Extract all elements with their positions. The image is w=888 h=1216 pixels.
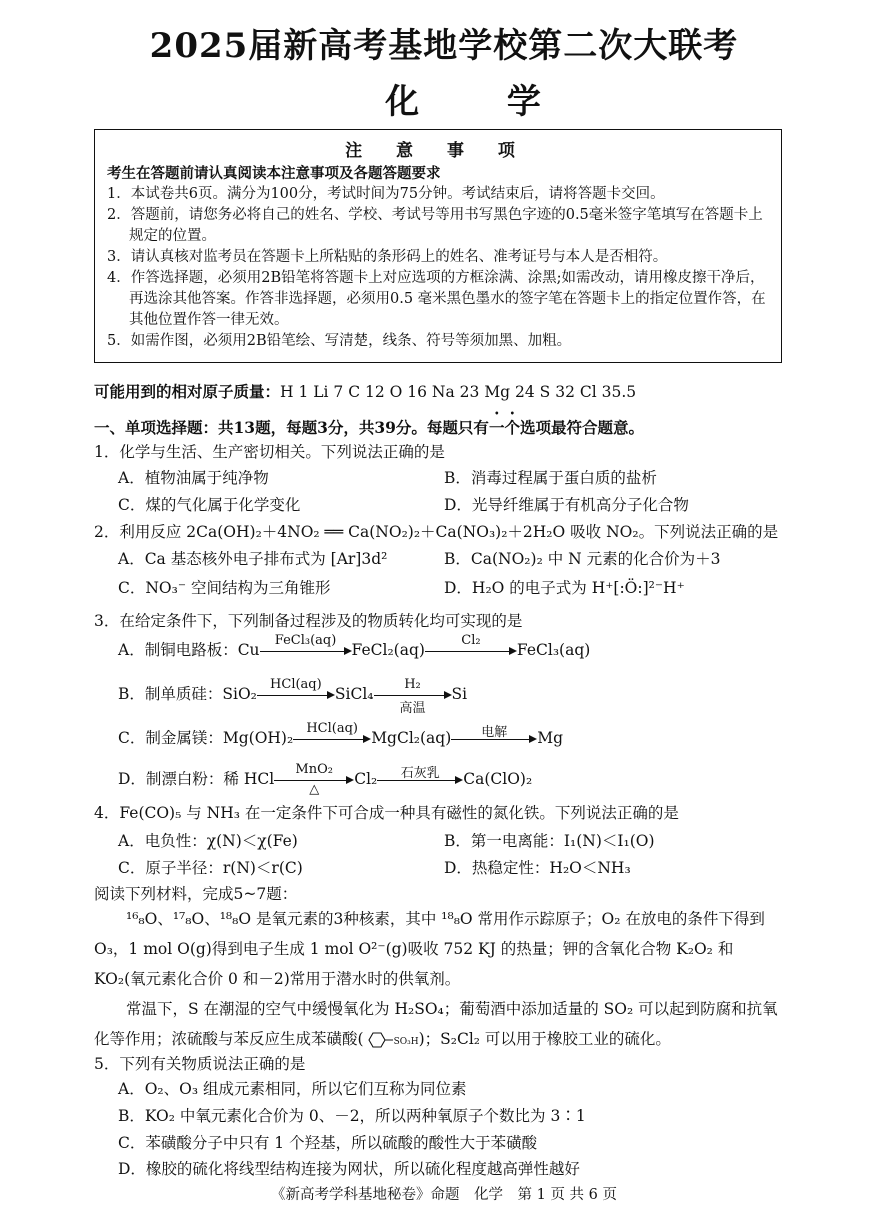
material-intro: 阅读下列材料，完成5~7题： [94,885,298,903]
material-paragraph-1: ¹⁶₈O、¹⁷₈O、¹⁸₈O 是氧元素的3种核素，其中 ¹⁸₈O 常用作示踪原子；O₂ 在放电的条件下得到 O₃，1 mol O(g)得到电子生成 1 mol O²⁻(g)吸收 752 KJ 的热量；钾的含氧化合物 K₂O₂ 和 KO₂(氧元素化合价 0 和－2)常用于潜水时的供氧剂。 [94,910,765,988]
q5-option-d: D．橡胶的硫化将线型结构连接为网状，所以硫化程度越高弹性越好 [118,1160,580,1178]
reaction-arrow: 电解 [451,727,537,751]
reaction-arrow: HCl(aq) [257,683,335,707]
q3-option-d: D．制漂白粉：稀 HCl MnO₂ △ Cl₂ 石灰乳 Ca(ClO)₂ [118,762,533,797]
q1-option-a: A．植物油属于纯净物 [118,469,269,487]
notice-item: 2．答题前，请您务必将自己的姓名、学校、考试号等用书写黑色字迹的0.5毫米签字笔填写在答题卡上规定的位置。 [107,207,763,244]
notice-item: 4．作答选择题，必须用2B铅笔将答题卡上对应选项的方框涂满、涂黑;如需改动，请用橡皮擦干净后，再选涂其他答案。作答非选择题，必须用0.5 毫米黑色墨水的签字笔在答题卡上的指定位置作答，在其他位置作答一律无效。 [107,270,766,328]
q3-stem: 3．在给定条件下，下列制备过程涉及的物质转化均可实现的是 [94,612,523,630]
material-paragraph-2: 常温下，S 在潮湿的空气中缓慢氧化为 H₂SO₄；葡萄酒中添加适量的 SO₂ 可以起到防腐和抗氧化等作用；浓硫酸与苯反应生成苯磺酸( SO₃H)；S₂Cl₂ 可以用于橡胶工业的硫化。 [94,1000,778,1048]
q2-option-b: B．Ca(NO₂)₂ 中 N 元素的化合价为＋3 [444,550,721,568]
q1-option-b: B．消毒过程属于蛋白质的盐析 [444,469,657,487]
q3-option-a: A．制铜电路板：Cu FeCl₃(aq) FeCl₂(aq) Cl₂ FeCl₃(aq) [118,638,590,663]
q4-option-d: D．热稳定性：H₂O＜NH₃ [444,859,631,877]
reaction-arrow: HCl(aq) [293,727,371,751]
q2-stem: 2．利用反应 2Ca(OH)₂＋4NO₂ ══ Ca(NO₂)₂＋Ca(NO₃)₂＋2H₂O 吸收 NO₂。下列说法正确的是 [94,523,779,541]
emphasis-dots: 一个 [488,418,520,437]
q5-option-b: B．KO₂ 中氧元素化合价为 0、－2，所以两种氧原子个数比为 3∶1 [118,1107,586,1125]
notice-item: 1．本试卷共6页。满分为100分，考试时间为75分钟。考试结束后，请将答题卡交回。 [107,186,665,202]
notice-box [94,129,782,363]
subject-title: 化 学 [385,82,579,122]
q3-option-b: B．制单质硅：SiO₂ HCl(aq) SiCl₄ H₂ 高温 Si [118,677,468,716]
q5-stem: 5．下列有关物质说法正确的是 [94,1055,306,1073]
atomic-mass-line [94,380,636,402]
q2-option-d: D．H₂O 的电子式为 H⁺[:Ö:]²⁻H⁺ [444,579,685,597]
q1-option-d: D．光导纤维属于有机高分子化合物 [444,496,689,514]
notice-subtitle: 考生在答题前请认真阅读本注意事项及各题答题要求 [107,165,441,182]
q5-option-a: A．O₂、O₃ 组成元素相同，所以它们互称为同位素 [118,1080,467,1098]
reaction-arrow: H₂ 高温 [374,683,452,707]
q2-option-a: A．Ca 基态核外电子排布式为 [Ar]3d² [118,550,388,568]
section-heading: 一、单项选择题：共13题，每题3分，共39分。每题只有一个选项最符合题意。 [94,418,644,437]
q1-option-c: C．煤的气化属于化学变化 [118,496,301,514]
q4-stem: 4．Fe(CO)₅ 与 NH₃ 在一定条件下可合成一种具有磁性的氮化铁。下列说法正确的是 [94,804,679,822]
reaction-arrow: 石灰乳 [377,768,463,792]
notice-title: 注 意 事 项 [345,141,529,161]
q3-option-c: C．制金属镁：Mg(OH)₂ HCl(aq) MgCl₂(aq) 电解 Mg [118,726,563,751]
exam-title: 2025届新高考基地学校第二次大联考 [149,26,739,66]
reaction-arrow: MnO₂ △ [274,768,354,792]
notice-item: 5．如需作图，必须用2B铅笔绘、写清楚，线条、符号等须加黑、加粗。 [107,333,572,349]
q5-option-c: C．苯磺酸分子中只有 1 个羟基，所以硫酸的酸性大于苯磺酸 [118,1134,538,1152]
benzene-ring-icon [364,1030,394,1050]
atomic-mass-values: H 1 Li 7 C 12 O 16 Na 23 Mg 24 S 32 Cl 35.5 [280,383,637,401]
reaction-arrow: Cl₂ [425,639,517,663]
q2-option-c: C．NO₃⁻ 空间结构为三角锥形 [118,579,331,597]
q4-option-c: C．原子半径：r(N)＜r(C) [118,859,303,877]
q1-stem: 1．化学与生活、生产密切相关。下列说法正确的是 [94,443,445,461]
notice-item: 3．请认真核对监考员在答题卡上所粘贴的条形码上的姓名、准考证号与本人是否相符。 [107,249,668,265]
q4-option-a: A．电负性：χ(N)＜χ(Fe) [118,832,298,850]
reaction-arrow: FeCl₃(aq) [260,639,352,663]
q4-option-b: B．第一电离能：I₁(N)＜I₁(O) [444,832,655,850]
atomic-mass-label: 可能用到的相对原子质量： [94,382,281,401]
page-footer: 《新高考学科基地秘卷》命题 化学 第 1 页 共 6 页 [271,1187,617,1203]
